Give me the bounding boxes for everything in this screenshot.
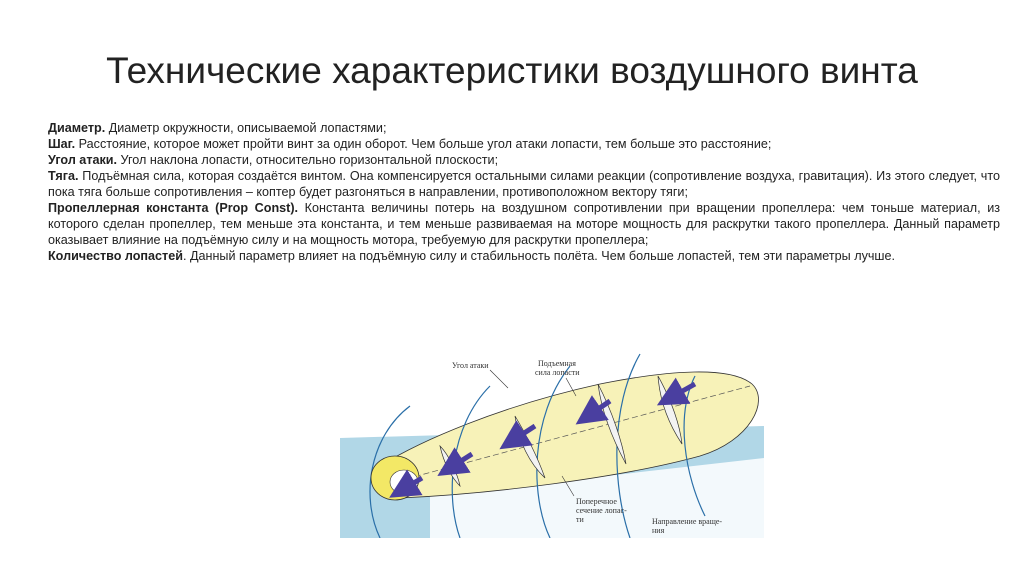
label-lift-1: Подъемная [538, 359, 576, 368]
term: Угол атаки. [48, 153, 118, 167]
definition-pitch [48, 136, 1000, 152]
page-title: Технические характеристики воздушного винта [106, 50, 918, 91]
definition-text: Константа величины потерь на воздушном сопротивлении при вращении пропеллера: чем тоньше материал, из которого сделан пропеллер, тем меньше эта константа, и тем меньше развиваемая на моторе мощность для раскрутки такого пропеллера. Данный параметр оказывает влияние на подъёмную силу и на мощность мотора, требуемую для раскрутки пропеллера; [48, 201, 1000, 247]
label-attack-angle: Угол атаки [452, 361, 489, 370]
term: Тяга. [48, 169, 79, 183]
term: Пропеллерная константа (Prop Const). [48, 201, 299, 215]
label-section-3: ти [576, 515, 584, 524]
label-section-2: сечение лопас- [576, 506, 627, 515]
definition-attack-angle [48, 152, 1000, 168]
definition-text: Подъёмная сила, которая создаётся винтом. Она компенсируется остальными силами реакции (сопротивление воздуха, гравитация). Из этого следует, что пока тяга больше сопротивления – коптер будет разгоняться в направлении, противоположном вектору тяги; [48, 169, 1000, 199]
term: Шаг. [48, 137, 76, 151]
definition-text: . Данный параметр влияет на подъёмную силу и стабильность полёта. Чем больше лопастей, тем эти параметры лучше. [182, 249, 896, 263]
label-rotation-2: ния [652, 526, 665, 535]
definition-diameter [48, 120, 1000, 136]
definitions-list [48, 120, 1000, 264]
propeller-blade-diagram [340, 346, 764, 538]
label-section-1: Поперечное [576, 497, 617, 506]
label-lift-2: сила лопасти [535, 368, 580, 377]
definition-text: Угол наклона лопасти, относительно горизонтальной плоскости; [117, 153, 499, 167]
definition-text: Расстояние, которое может пройти винт за один оборот. Чем больше угол атаки лопасти, тем больше это расстояние; [75, 137, 772, 151]
definition-prop-const [48, 200, 1000, 248]
label-rotation-1: Направление враще- [652, 517, 723, 526]
definition-blade-count [48, 248, 1000, 264]
definition-thrust [48, 168, 1000, 200]
term: Диаметр. [48, 121, 106, 135]
definition-text: Диаметр окружности, описываемой лопастями; [105, 121, 387, 135]
term: Количество лопастей [48, 249, 183, 263]
